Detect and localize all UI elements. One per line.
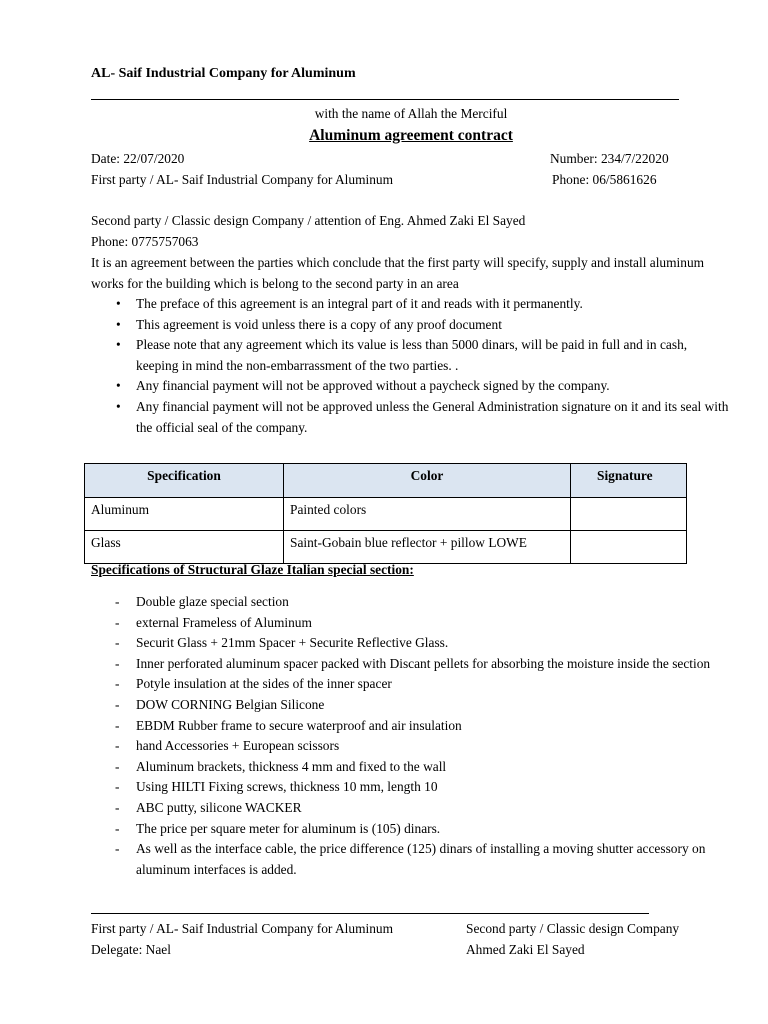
- term-item: • This agreement is void unless there is a copy of any proof document: [91, 315, 731, 336]
- spec-item: - The price per square meter for aluminum is (105) dinars.: [91, 819, 731, 840]
- table-row: [85, 498, 687, 531]
- spec-item: - Using HILTI Fixing screws, thickness 10 mm, length 10: [91, 777, 731, 798]
- contract-number: Number: 234/7/22020: [550, 151, 669, 166]
- bismillah-line: with the name of Allah the Merciful: [314, 106, 508, 121]
- footer-first-party: First party / AL- Saif Industrial Company for Aluminum: [91, 921, 394, 936]
- term-item: • Please note that any agreement which its value is less than 5000 dinars, will be paid in full and in cash, keeping in mind the non-embarrassment of the two parties. .: [91, 335, 731, 376]
- table-cell: Glass: [85, 531, 284, 564]
- table-cell: Saint-Gobain blue reflector + pillow LOWE: [284, 531, 571, 564]
- term-item: • Any financial payment will not be approved unless the General Administration signature on it and its seal with the official seal of the company.: [91, 397, 731, 438]
- specification-table: [84, 463, 687, 564]
- spec-item: - Double glaze special section: [91, 592, 731, 613]
- spec-item: - DOW CORNING Belgian Silicone: [91, 695, 731, 716]
- second-party-line: Second party / Classic design Company / attention of Eng. Ahmed Zaki El Sayed: [91, 213, 526, 228]
- table-row: [85, 531, 687, 564]
- agreement-intro: It is an agreement between the parties which conclude that the first party will specify, supply and install aluminum works for the building which is belong to the second party in an area: [91, 255, 705, 291]
- spec-item: - hand Accessories + European scissors: [91, 736, 731, 757]
- spec-item: - Potyle insulation at the sides of the inner spacer: [91, 674, 731, 695]
- company-header: AL- Saif Industrial Company for Aluminum: [91, 66, 356, 81]
- table-cell: Aluminum: [85, 498, 284, 531]
- contract-date: Date: 22/07/2020: [91, 151, 185, 166]
- specifications-heading: Specifications of Structural Glaze Italian special section:: [91, 562, 414, 577]
- footer-second-party-name: Ahmed Zaki El Sayed: [466, 942, 585, 957]
- signature-cell: [571, 498, 687, 531]
- signature-cell: [571, 531, 687, 564]
- first-party-line: First party / AL- Saif Industrial Company for Aluminum: [91, 172, 394, 187]
- second-party-phone: Phone: 0775757063: [91, 234, 199, 249]
- footer-delegate: Delegate: Nael: [91, 942, 171, 957]
- term-item: • Any financial payment will not be approved without a paycheck signed by the company.: [91, 376, 731, 397]
- spec-item: - Securit Glass + 21mm Spacer + Securite Reflective Glass.: [91, 633, 731, 654]
- spec-item: - external Frameless of Aluminum: [91, 613, 731, 634]
- header-divider: [91, 99, 679, 100]
- spec-item: - Aluminum brackets, thickness 4 mm and fixed to the wall: [91, 757, 731, 778]
- column-header-specification: Specification: [85, 464, 284, 498]
- column-header-signature: Signature: [571, 464, 687, 498]
- table-cell: Painted colors: [284, 498, 571, 531]
- column-header-color: Color: [284, 464, 571, 498]
- table-header-row: [85, 464, 687, 498]
- spec-item: - EBDM Rubber frame to secure waterproof and air insulation: [91, 716, 731, 737]
- terms-list: [91, 294, 731, 438]
- specifications-list: [91, 592, 731, 880]
- spec-item: - As well as the interface cable, the price difference (125) dinars of installing a moving shutter accessory on aluminum interfaces is added.: [91, 839, 731, 880]
- footer-second-party: Second party / Classic design Company: [466, 921, 680, 936]
- spec-item: - Inner perforated aluminum spacer packed with Discant pellets for absorbing the moisture inside the section: [91, 654, 731, 675]
- term-item: • The preface of this agreement is an integral part of it and reads with it permanently.: [91, 294, 731, 315]
- first-party-phone: Phone: 06/5861626: [552, 172, 657, 187]
- footer-divider: [91, 913, 649, 914]
- contract-title: Aluminum agreement contract: [309, 127, 513, 144]
- spec-item: - ABC putty, silicone WACKER: [91, 798, 731, 819]
